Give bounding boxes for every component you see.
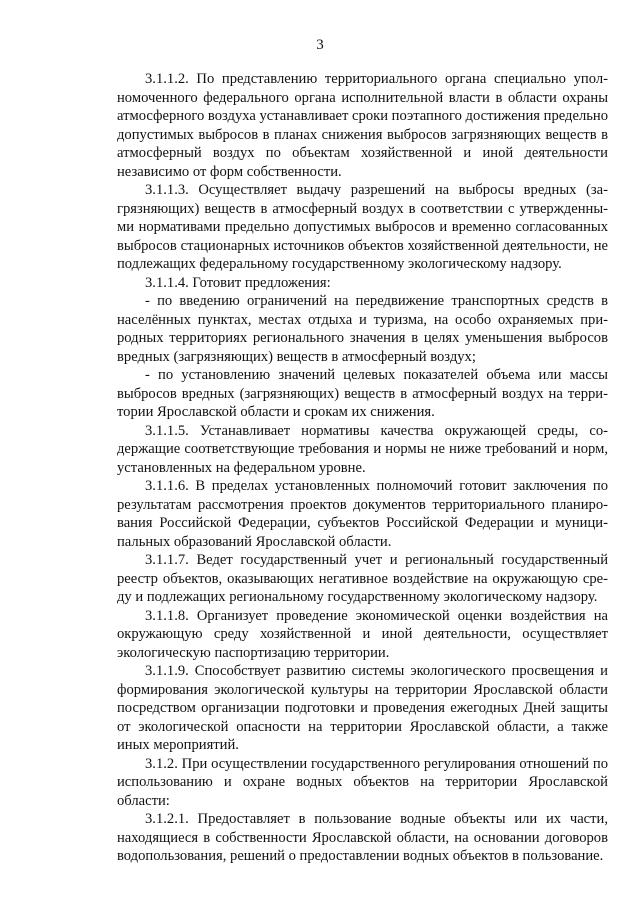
paragraph-3-1-1-2: 3.1.1.2. По представлению территориального органа специально уполномоченного федерального органа исполнительной власти в области охраны атмосферного воздуха устанавливает сроки поэтапного достижения предельно допустимых выбросов в планах снижения выбросов загрязняющих веществ в атмосферный воздух по объектам хозяйственной и иной деятельности независимо от форм собственности. <box>117 71 608 180</box>
document-body <box>117 70 608 866</box>
page-number: 3 <box>316 37 324 53</box>
paragraph-3-1-1-9: 3.1.1.9. Способствует развитию системы экологического просвещения и формирования экологической культуры на территории Ярославской области посредством организации подготовки и проведения ежегодных Дней защиты от экологической опасности на территории Ярославской области, а также иных мероприятий. <box>117 663 608 753</box>
proposal-item-emission-targets: - по установлению значений целевых показателей объема или массы выбросов вредных (загрязняющих) веществ в атмосферный воздух на территории Ярославской области и срокам их снижения. <box>117 367 608 420</box>
paragraph-3-1-1-6: 3.1.1.6. В пределах установленных полномочий готовит заключения по результатам рассмотрения проектов документов территориального планирования Российской Федерации, субъектов Российской Федерации и муниципальных образований Ярославской области. <box>117 478 608 550</box>
paragraph-3-1-2-1: 3.1.2.1. Предоставляет в пользование водные объекты или их части, находящиеся в собственности Ярославской области, на основании договоров водопользования, решений о предоставлении водных объектов в пользование. <box>117 811 608 864</box>
paragraph-3-1-1-3: 3.1.1.3. Осуществляет выдачу разрешений на выбросы вредных (загрязняющих) веществ в атмосферный воздух в соответствии с утвержденными нормативами предельно допустимых выбросов и временно согласованных выбросов стационарных источников объектов хозяйственной деятельности, не подлежащих федеральному государственному экологическому надзору. <box>117 182 608 272</box>
proposal-item-traffic-restrictions: - по введению ограничений на передвижение транспортных средств в населённых пунктах, местах отдыха и туризма, на особо охраняемых природных территориях регионального значения в целях уменьшения выбросов вредных (загрязняющих) веществ в атмосферный воздух; <box>117 293 608 365</box>
paragraph-3-1-2: 3.1.2. При осуществлении государственного регулирования отношений по использованию и охране водных объектов на территории Ярославской области: <box>117 755 608 809</box>
paragraph-3-1-1-5: 3.1.1.5. Устанавливает нормативы качества окружающей среды, содержащие соответствующие требования и нормы не ниже требований и норм, установленных на федеральном уровне. <box>117 422 608 476</box>
paragraph-3-1-1-7: 3.1.1.7. Ведет государственный учет и региональный государственный реестр объектов, оказывающих негативное воздействие на окружающую среду и подлежащих региональному государственному экологическому надзору. <box>117 552 608 605</box>
paragraph-3-1-1-4: 3.1.1.4. Готовит предложения: <box>145 274 331 291</box>
paragraph-3-1-1-8: 3.1.1.8. Организует проведение экономической оценки воздействия на окружающую среду хозяйственной и иной деятельности, осуществляет экологическую паспортизацию территории. <box>117 607 608 661</box>
